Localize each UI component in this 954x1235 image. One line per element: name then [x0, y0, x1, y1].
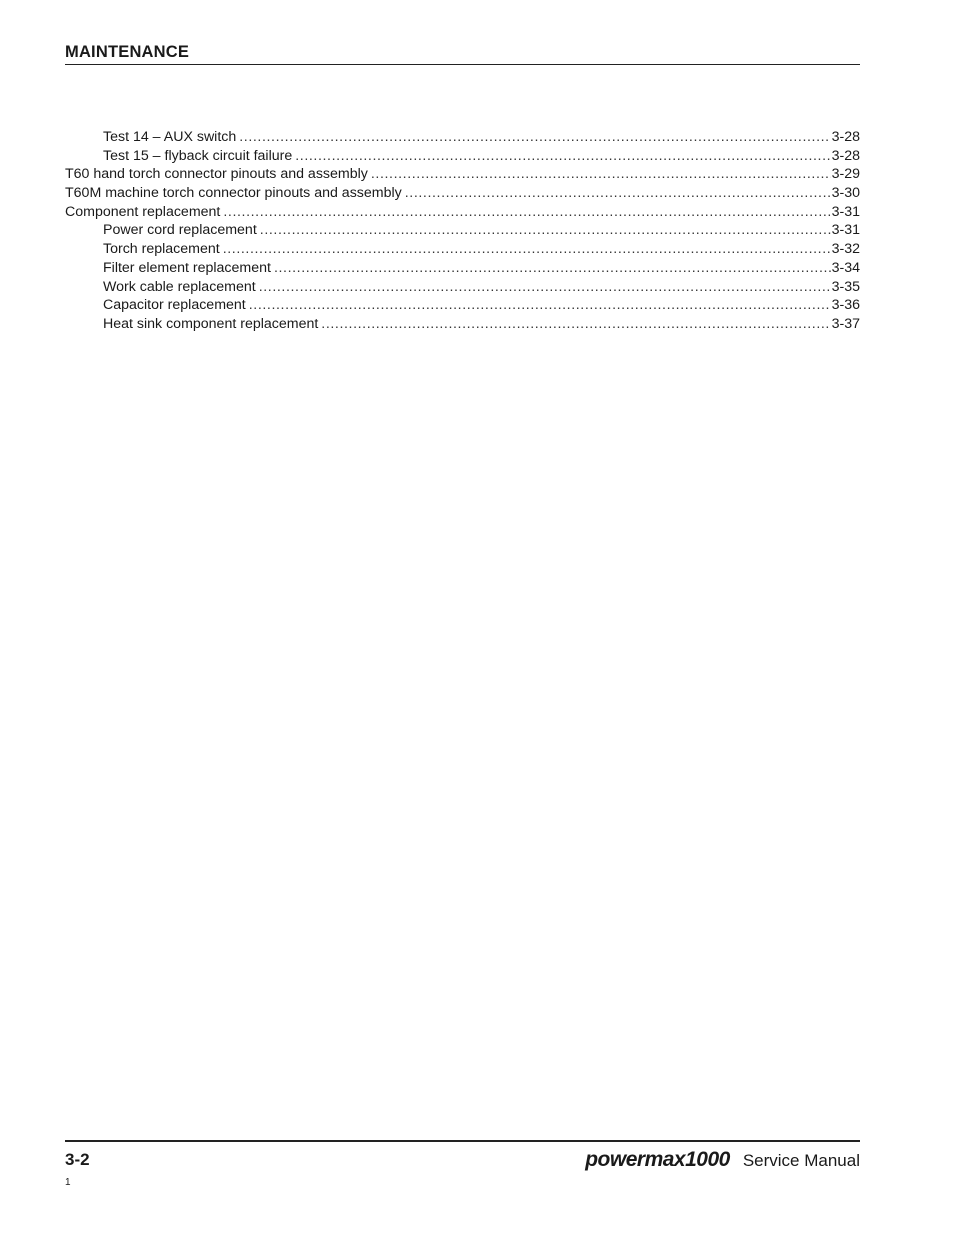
toc-entry-page: 3-34	[831, 259, 860, 276]
toc-entry-title: Heat sink component replacement	[103, 315, 319, 332]
toc-entry[interactable]	[65, 184, 860, 203]
toc-dot-leader	[249, 296, 831, 315]
toc-dot-leader	[274, 259, 831, 278]
toc-entry-title: Power cord replacement	[103, 222, 257, 239]
brand-logo: powermax1000	[585, 1148, 730, 1171]
toc-entry-page: 3-32	[831, 241, 860, 258]
toc-dot-leader	[295, 147, 830, 166]
toc-entry-title: Component replacement	[65, 203, 221, 220]
toc-entry-title: Test 14 – AUX switch	[103, 129, 237, 145]
page-number: 3-2	[65, 1150, 90, 1169]
toc-entry[interactable]	[65, 165, 860, 184]
toc-entry[interactable]	[65, 296, 860, 315]
section-title: MAINTENANCE	[65, 43, 190, 61]
toc-entry-page: 3-36	[831, 297, 860, 314]
toc-entry-title: Test 15 – flyback circuit failure	[103, 147, 293, 164]
toc-entry-title: Work cable replacement	[103, 278, 256, 295]
toc-dot-leader	[321, 315, 830, 334]
toc-entry[interactable]	[65, 221, 860, 240]
toc-dot-leader	[223, 203, 830, 222]
toc-entry[interactable]	[65, 147, 860, 166]
toc-dot-leader	[223, 240, 831, 259]
toc-entry[interactable]	[65, 278, 860, 297]
toc-entry-title: T60 hand torch connector pinouts and assembly	[65, 166, 368, 183]
manual-label: Service Manual	[742, 1151, 860, 1170]
toc-entry-title: Torch replacement	[103, 241, 220, 258]
toc-entry-page: 3-28	[831, 147, 860, 164]
table-of-contents	[65, 128, 860, 334]
toc-dot-leader	[260, 221, 831, 240]
toc-entry-page: 3-31	[831, 222, 860, 239]
footer-manual-title	[585, 1148, 860, 1172]
toc-entry-page: 3-28	[831, 129, 860, 145]
toc-dot-leader	[405, 184, 831, 203]
toc-entry-title: T60M machine torch connector pinouts and assembly	[65, 185, 402, 202]
header-divider	[65, 64, 860, 65]
toc-entry-title: Capacitor replacement	[103, 297, 246, 314]
toc-entry-page: 3-30	[831, 185, 860, 202]
toc-entry[interactable]	[65, 203, 860, 222]
toc-entry[interactable]	[65, 315, 860, 334]
revision-number: 1	[65, 1177, 71, 1188]
toc-entry-page: 3-37	[831, 315, 860, 332]
toc-entry-title: Filter element replacement	[103, 259, 271, 276]
toc-entry[interactable]	[65, 259, 860, 278]
toc-dot-leader	[259, 278, 831, 297]
toc-entry[interactable]	[65, 128, 860, 147]
toc-entry[interactable]	[65, 240, 860, 259]
toc-entry-page: 3-29	[831, 166, 860, 183]
toc-dot-leader	[371, 165, 831, 184]
toc-dot-leader	[239, 128, 830, 147]
toc-entry-page: 3-31	[831, 203, 860, 220]
toc-entry-page: 3-35	[831, 278, 860, 295]
footer-divider	[65, 1140, 860, 1142]
